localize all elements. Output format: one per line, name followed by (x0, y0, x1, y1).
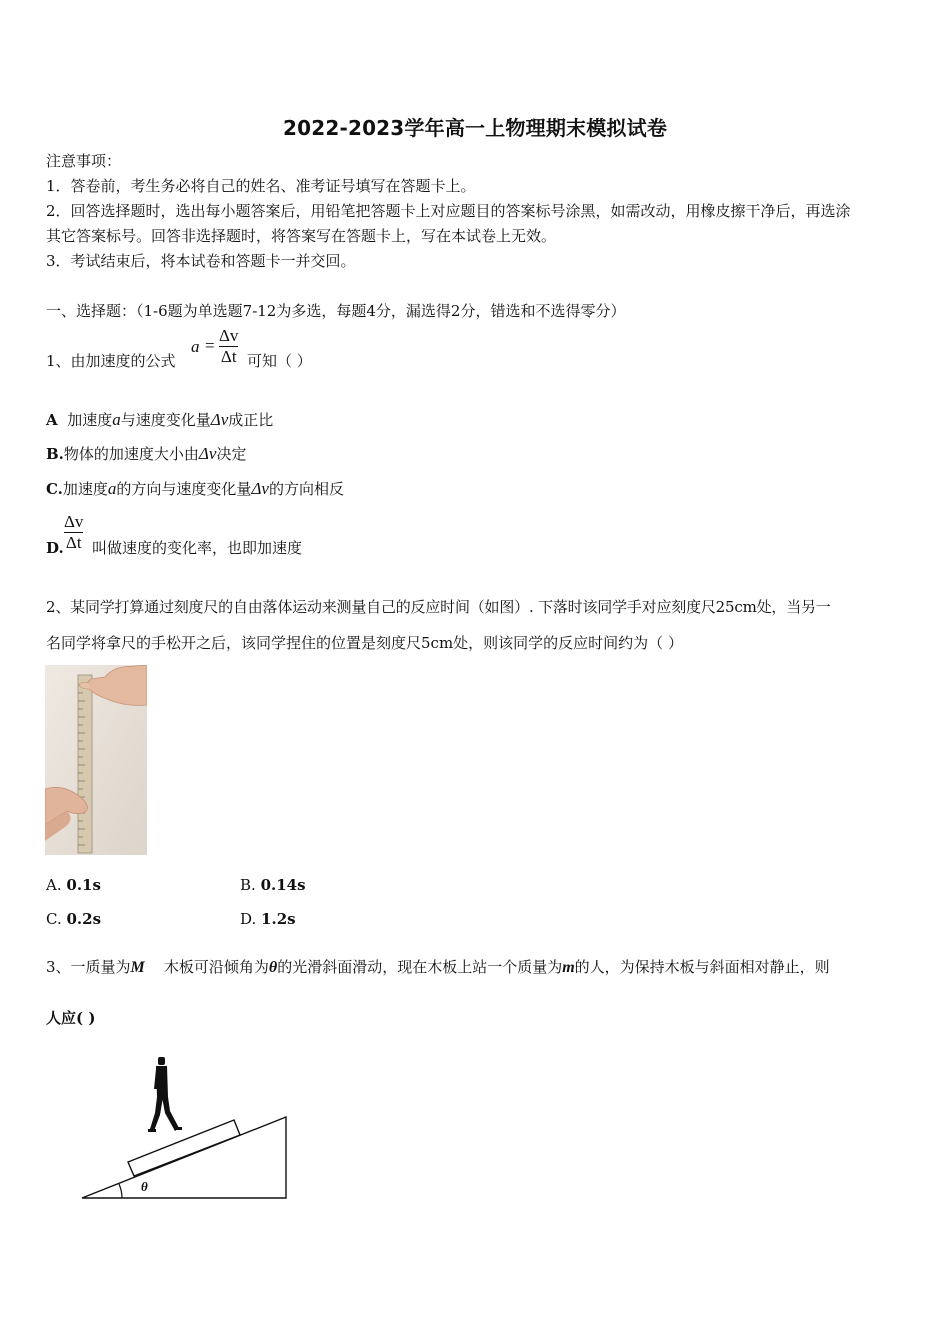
q1-option-c-text-1: 加速度 (62, 480, 108, 498)
q2-option-b (240, 873, 306, 897)
q3-line-2: 人应( ) (46, 1009, 96, 1027)
q1-option-a-text-1: 加速度 (67, 411, 113, 429)
q3-text-3: 的光滑斜面滑动，现在木板上站一个质量为 (277, 958, 563, 976)
q2-option-a (46, 873, 101, 897)
q1-option-a-var-2: Δv (210, 410, 229, 429)
board (128, 1120, 240, 1176)
section-heading: 一、选择题：（1-6题为单选题7-12为多选，每题4分，漏选得2分，错选和不选得零分） (46, 302, 626, 320)
q3-text-4: 的人，为保持木板与斜面相对静止，则 (574, 958, 830, 976)
q1-option-b (46, 442, 246, 466)
q1-option-d-text: 叫做速度的变化率，也即加速度 (92, 539, 303, 557)
q1-option-b-label: B. (46, 445, 64, 463)
q1-option-b-text-2: 决定 (216, 445, 247, 463)
q1-option-a-label: A (46, 411, 58, 429)
q2-option-d (240, 907, 296, 931)
notice-item-2b: 其它答案标号。回答非选择题时，将答案写在答题卡上，写在本试卷上无效。 (46, 227, 557, 245)
q1-option-c-label: C. (46, 480, 63, 498)
incline-triangle (82, 1117, 286, 1198)
q1-option-c-text-3: 的方向相反 (268, 480, 344, 498)
q2-option-b-label: B. (240, 876, 256, 894)
q1-option-d-numerator: Δv (64, 512, 84, 531)
q1-option-b-var: Δv (198, 444, 217, 463)
q3-var-theta: θ (268, 959, 278, 976)
notice-item-2a: 2．回答选择题时，选出每小题答案后，用铅笔把答题卡上对应题目的答案标号涂黑，如需改动，用橡皮擦干净后，再选涂 (46, 202, 851, 220)
q1-option-c-text-2: 的方向与速度变化量 (116, 480, 252, 498)
q1-prefix: 1、由加速度的公式 (46, 352, 176, 370)
q2-option-c-value: 0.2s (66, 910, 102, 928)
q1-formula-fraction (219, 326, 238, 367)
ruler-hand-illustration (45, 665, 147, 855)
q3-text-1: 3、一质量为 (46, 958, 131, 976)
q2-line-2: 名同学将拿尺的手松开之后，该同学捏住的位置是刻度尺5cm处，则该同学的反应时间约为（ ） (46, 634, 683, 652)
q2-option-d-label: D. (240, 910, 257, 928)
q1-option-c (46, 477, 344, 501)
q2-option-d-value: 1.2s (261, 910, 296, 928)
q1-option-c-var-1: a (107, 479, 117, 498)
incline-diagram (70, 1045, 300, 1205)
q1-option-a (46, 408, 273, 432)
q2-option-b-value: 0.14s (260, 876, 306, 894)
q3-line-1 (46, 955, 830, 980)
q1-formula-lhs: a (191, 337, 200, 356)
q1-suffix: 可知（ ） (247, 352, 312, 370)
q1-option-d-denominator: Δt (65, 533, 82, 552)
q3-var-m-board: M (130, 959, 145, 976)
q3-text-2: 木板可沿倾角为 (163, 958, 269, 976)
q1-option-d-label: D. (46, 539, 64, 557)
q1-formula-numerator: Δv (219, 326, 239, 345)
q2-option-c-label: C. (46, 910, 62, 928)
q2-option-c (46, 907, 101, 931)
q1-option-a-var-1: a (112, 410, 121, 429)
person-figure (148, 1057, 182, 1132)
angle-arc (119, 1184, 122, 1198)
q1-option-d-fraction (64, 512, 83, 553)
q2-option-a-label: A. (46, 876, 62, 894)
q1-formula-eq: = (205, 336, 215, 355)
q2-option-a-value: 0.1s (66, 876, 101, 894)
q1-option-c-var-2: Δv (251, 479, 269, 498)
notice-heading: 注意事项： (46, 152, 122, 170)
q1-option-b-text-1: 物体的加速度大小由 (63, 445, 199, 463)
q3-var-m-person: m (562, 959, 575, 976)
page-title: 2022-2023学年高一上物理期末模拟试卷 (282, 116, 668, 140)
ruler-hand-photo (45, 665, 147, 855)
q1-formula-denominator: Δt (220, 347, 237, 366)
notice-item-1: 1．答卷前，考生务必将自己的姓名、准考证号填写在答题卡上。 (46, 177, 476, 195)
q1-option-a-text-3: 成正比 (228, 411, 274, 429)
diagram-theta-label: θ (141, 1179, 148, 1194)
q1-option-a-text-2: 与速度变化量 (120, 411, 211, 429)
q2-line-1: 2、某同学打算通过刻度尺的自由落体运动来测量自己的反应时间（如图）. 下落时该同学手对应刻度尺25cm处，当另一 (46, 598, 831, 616)
notice-item-3: 3．考试结束后，将本试卷和答题卡一并交回。 (46, 252, 356, 270)
